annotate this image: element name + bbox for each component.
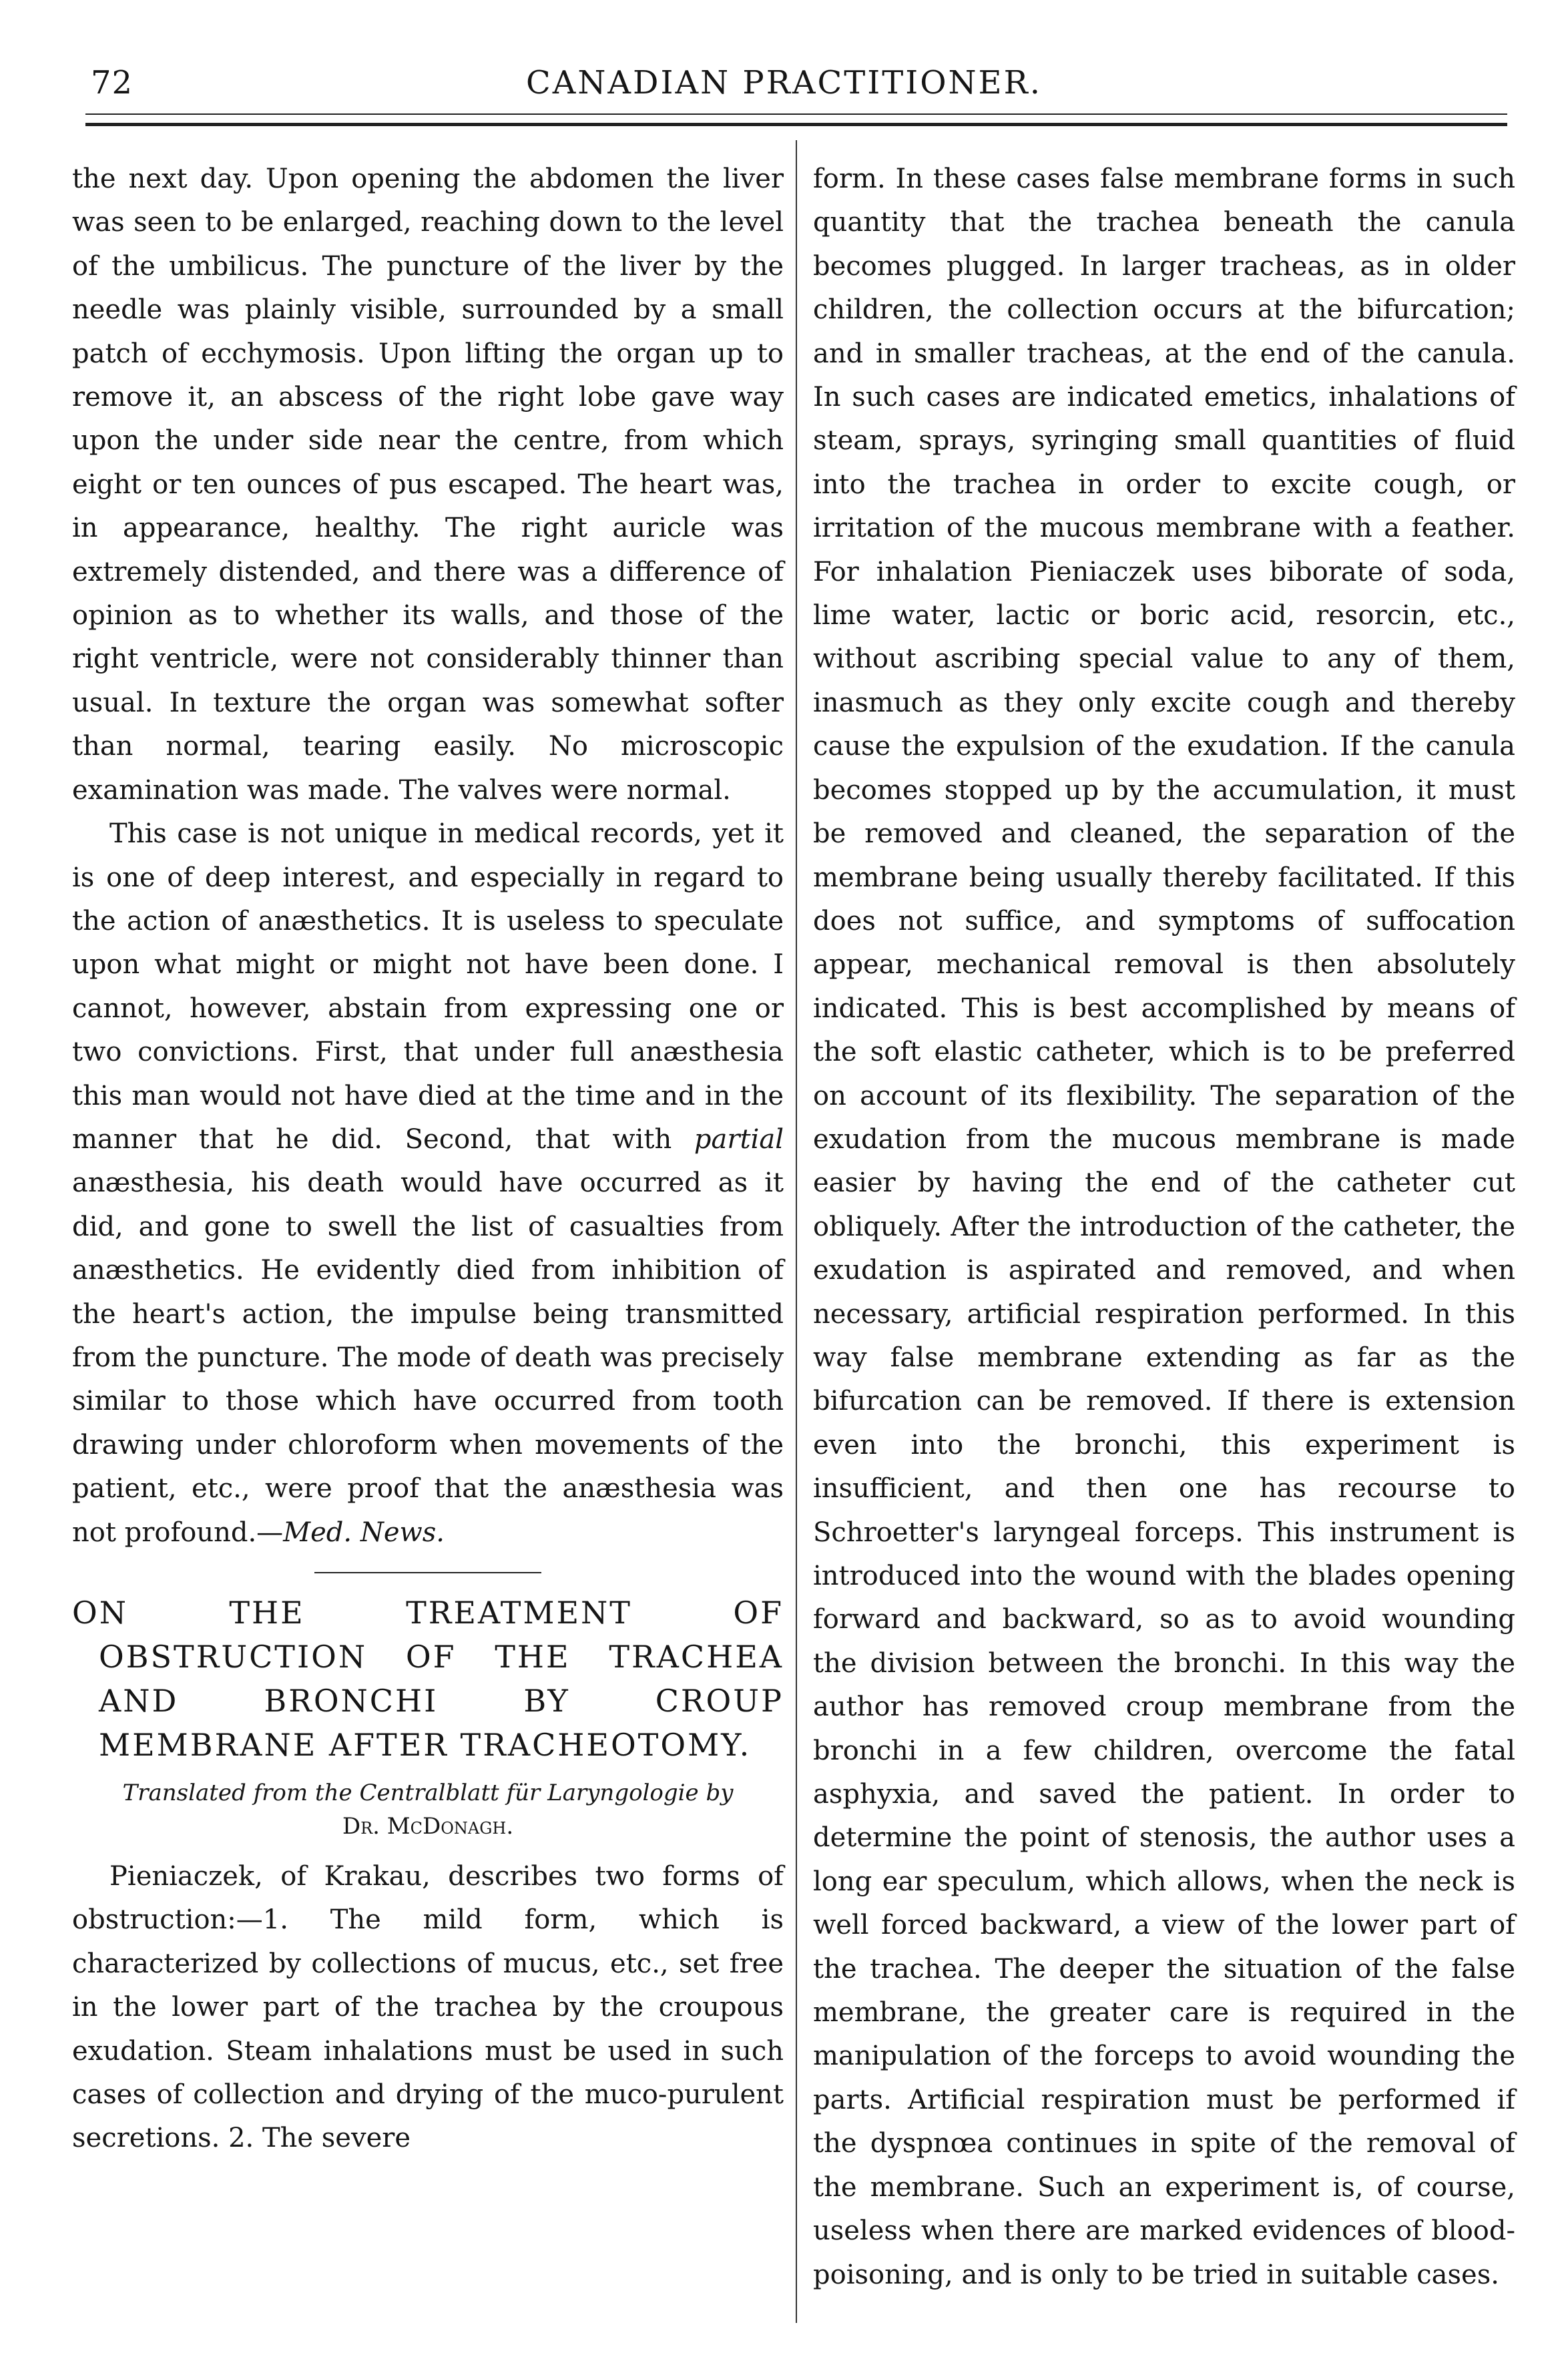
page-header (0, 64, 1568, 111)
article-title: ON THE TREATMENT OF OBSTRUCTION OF THE TRACHEA AND BRONCHI BY CROUP MEMBRANE AFTER TRACHEOTOMY. (72, 1595, 784, 1763)
byline-translation: Translated from the Centralblatt für Laryngologie by (122, 1780, 734, 1806)
running-head: CANADIAN PRACTITIONER. (526, 64, 1042, 101)
left-column (72, 158, 784, 2346)
byline-author: Dr. McDonagh. (342, 1813, 514, 1840)
byline (72, 1776, 784, 1843)
paragraph-anaesthetics (72, 812, 784, 1555)
italic-partial: partial (694, 1123, 784, 1155)
paragraph-autopsy: the next day. Upon opening the abdomen the liver was seen to be enlarged, reaching down to the level of the umbilicus. The puncture of the liver by the needle was plainly visible, surrounded by a small patch of ecchymosis. Upon lifting the organ up to remove it, an abscess of the right lobe gave way upon the under side near the centre, from which eight or ten ounces of pus escaped. The heart was, in appearance, healthy. The right auricle was extremely distended, and there was a difference of opinion as to whether its walls, and those of the right ventricle, were not considerably thinner than usual. In texture the organ was somewhat softer than normal, tearing easily. No microscopic examination was made. The valves were normal. (72, 164, 784, 806)
paragraph-severe-form: form. In these cases false membrane forms in such quantity that the trachea beneath the canula becomes plugged. In larger tracheas, as in older children, the collection occurs at the bifurcation; and in smaller tracheas, at the end of the canula. In such cases are indicated emetics, inhalations of steam, sprays, syringing small quantities of fluid into the trachea in order to excite cough, or irritation of the mucous membrane with a feather. For inhalation Pieniaczek uses biborate of soda, lime water, lactic or boric acid, resorcin, etc., without ascribing special value to any of them, inasmuch as they only excite cough and thereby cause the expulsion of the exudation. If the canula becomes stopped up by the accumulation, it must be removed and cleaned, the separation of the membrane being usually thereby facilitated. If this does not suffice, and symptoms of suffocation appear, mechanical removal is then absolutely indicated. This is best accomplished by means of the soft elastic catheter, which is to be preferred on account of its flexibility. The separation of the exudation from the mucous membrane is made easier by having the end of the catheter cut obliquely. After the introduction of the catheter, the exudation is aspirated and removed, and when necessary, artificial respiration performed. In this way false membrane extending as far as the bifurcation can be removed. If there is extension even into the bronchi, this experiment is insufficient, and then one has recourse to Schroetter's laryngeal forceps. This instrument is introduced into the wound with the blades opening forward and backward, so as to avoid wounding the division between the bronchi. In this way the author has removed croup membrane from the bronchi in a few children, overcome the fatal asphyxia, and saved the patient. In order to determine the point of stenosis, the author uses a long ear speculum, which allows, when the neck is well forced backward, a view of the lower part of the trachea. The deeper the situation of the false membrane, the greater care is required in the manipulation of the forceps to avoid wounding the parts. Artificial respiration must be performed if the dyspnœa continues in spite of the removal of the membrane. Such an experiment is, of course, useless when there are marked evidences of blood-poisoning, and is only to be tried in suitable cases. (813, 164, 1515, 2290)
paragraph-anaesthetics-part-a: This case is not unique in medical records, yet it is one of deep interest, and especially in regard to the action of anæsthetics. It is useless to speculate upon what might or might not have been done. I cannot, however, abstain from expressing one or two convictions. First, that under full anæsthesia this man would not have died at the time and in the manner that he did. Second, that with (72, 818, 784, 1155)
header-rule-thin (85, 113, 1507, 115)
page-number: 72 (91, 64, 134, 101)
header-rule-thick (85, 123, 1507, 126)
paragraph-pieniaczek: Pieniaczek, of Krakau, describes two forms of obstruction:—1. The mild form, which is characterized by collections of mucus, etc., set free in the lower part of the trachea by the croupous exudation. Steam inhalations must be used in such cases of collection and drying of the muco-purulent secretions. 2. The severe (72, 1861, 784, 2154)
paragraph-anaesthetics-part-b: anæsthesia, his death would have occurred as it did, and gone to swell the list of casualties from anæsthetics. He evidently died from inhibition of the heart's action, the impulse being transmitted from the puncture. The mode of death was precisely similar to those which have occurred from tooth drawing under chloroform when movements of the patient, etc., were proof that the anæsthesia was not profound.— (72, 1167, 784, 1548)
column-divider (796, 140, 797, 2323)
section-divider-rule (314, 1572, 541, 1573)
source-citation: Med. News. (283, 1517, 445, 1548)
right-column (813, 158, 1515, 2346)
